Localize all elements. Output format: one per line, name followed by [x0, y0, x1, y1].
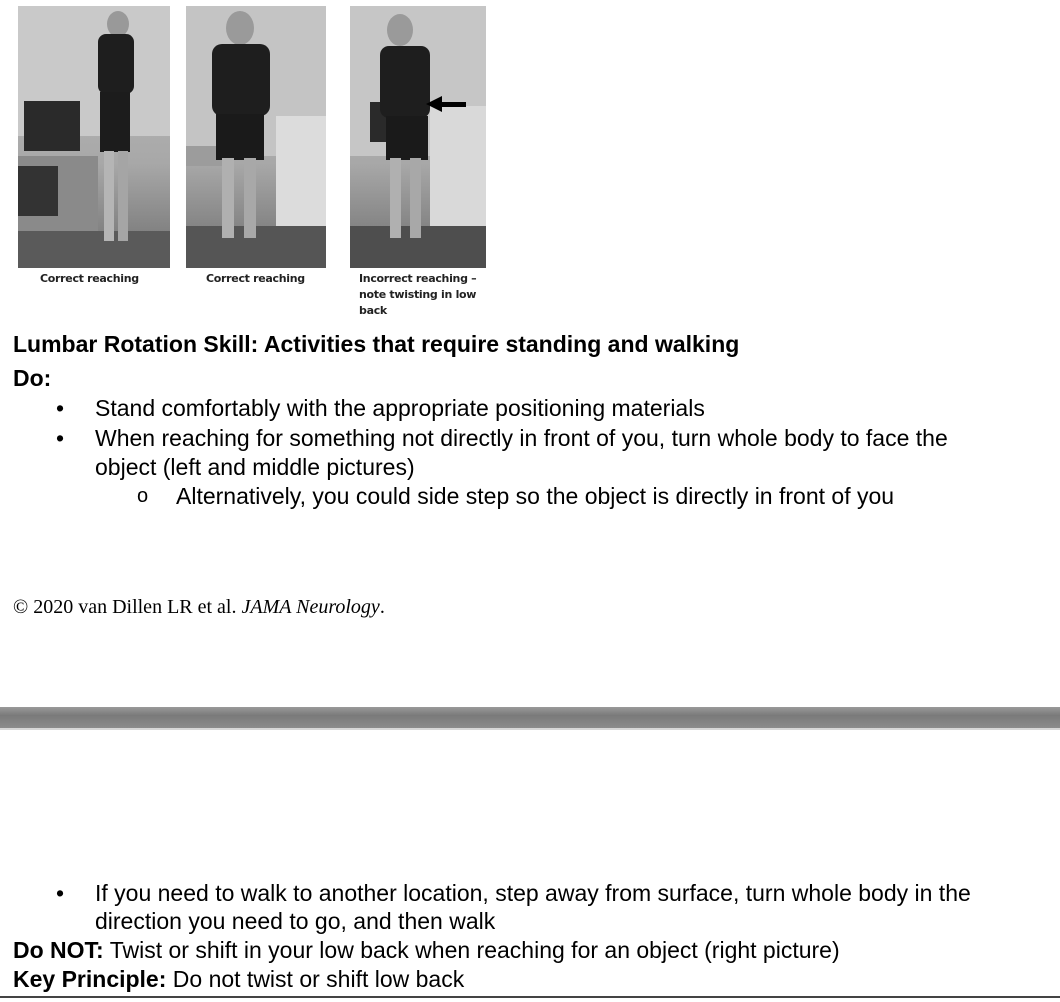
sub-list-item-text: Alternatively, you could side step so the object is directly in front of you [176, 483, 895, 509]
photo-correct-reaching-back [186, 6, 326, 268]
do-not-line [13, 936, 840, 965]
list-item-text: object (left and middle pictures) [95, 454, 415, 480]
journal-name: JAMA Neurology [241, 596, 380, 618]
page-break-divider [0, 707, 1060, 728]
sub-bullet-icon: o [137, 485, 149, 507]
list-item-text: When reaching for something not directly in front of you, turn whole body to face the [95, 425, 948, 451]
photo-incorrect-reaching [350, 6, 486, 268]
do-label: Do: [13, 365, 52, 391]
bottom-rule [0, 996, 1060, 998]
bullet-icon: • [56, 880, 65, 906]
list-item-text: If you need to walk to another location, step away from surface, turn whole body in the [95, 880, 971, 906]
caption-middle: Correct reaching [206, 272, 305, 285]
list-item-text: direction you need to go, and then walk [95, 908, 496, 934]
bullet-icon: • [56, 425, 65, 451]
bullet-icon: • [56, 395, 65, 421]
key-principle-text: Do not twist or shift low back [166, 966, 465, 992]
key-principle-label: Key Principle: [13, 966, 167, 992]
caption-right: Incorrect reaching – note twisting in low back [359, 272, 477, 317]
list-item-text: Stand comfortably with the appropriate positioning materials [95, 395, 705, 421]
do-not-text: Twist or shift in your low back when reaching for an object (right picture) [103, 937, 840, 963]
photo-correct-reaching-side [18, 6, 170, 268]
figure-photos [0, 0, 1060, 330]
section-title: Lumbar Rotation Skill: Activities that require standing and walking [13, 331, 740, 357]
caption-left: Correct reaching [40, 272, 139, 285]
do-not-label: Do NOT: [13, 937, 104, 963]
copyright-notice: © 2020 van Dillen LR et al. JAMA Neurology. [13, 596, 385, 618]
key-principle-line [13, 965, 464, 994]
